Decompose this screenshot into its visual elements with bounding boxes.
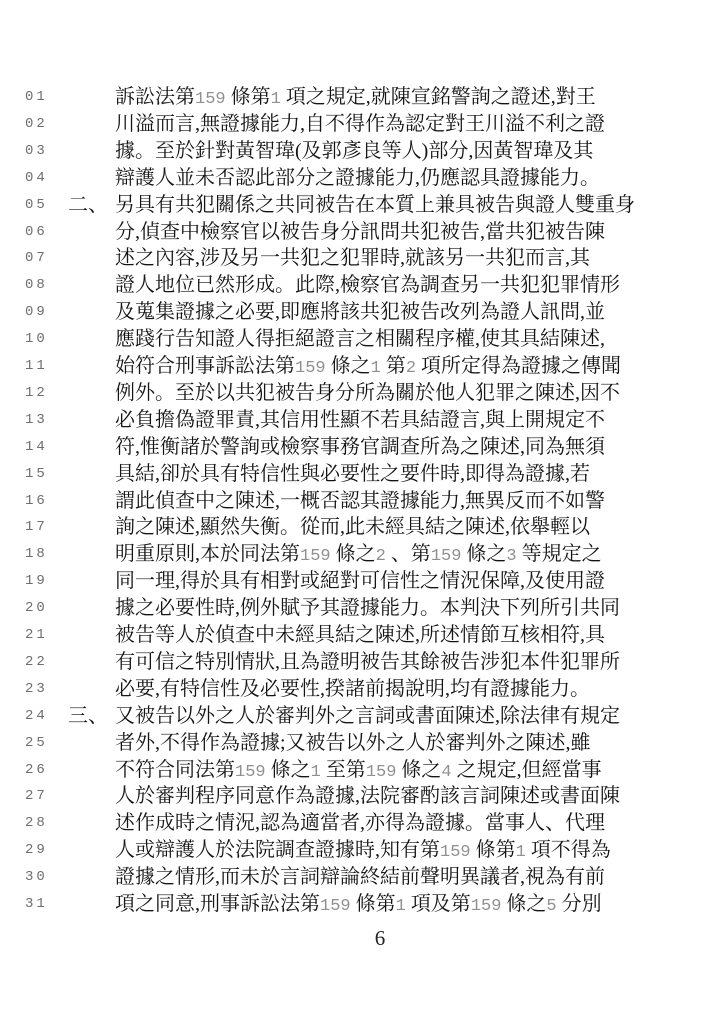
statute-number: 1 xyxy=(395,897,406,916)
statute-number: 1 xyxy=(515,843,526,863)
line-text: 分,偵查中檢察官以被告身分訊問共犯被告,當共犯被告陳 xyxy=(115,220,605,243)
line-text: 述之內容,涉及另一共犯之犯罪時,就該另一共犯而言,其 xyxy=(115,247,590,270)
line-content xyxy=(68,891,602,920)
line-content xyxy=(68,111,605,138)
line-content xyxy=(68,703,620,730)
line-content xyxy=(68,810,605,837)
line-content xyxy=(68,245,590,272)
line-content xyxy=(68,595,620,622)
line-number: 27 xyxy=(25,788,48,805)
text-line xyxy=(0,380,720,407)
line-number: 19 xyxy=(25,573,48,590)
statute-number: 159 xyxy=(430,547,462,567)
line-content xyxy=(68,622,605,649)
line-text: 項之同意,刑事訴訟法第159 條第1 項及第159 條之5 分別 xyxy=(115,893,602,916)
line-text: 例外。至於以共犯被告身分所為關於他人犯罪之陳述,因不 xyxy=(115,381,620,404)
line-text: 川溢而言,無證據能力,自不得作為認定對王川溢不利之證 xyxy=(115,112,605,135)
text-line xyxy=(0,84,720,111)
line-text: 必要,有特信性及必要性,揆諸前揭說明,均有證據能力。 xyxy=(115,677,590,700)
statute-number: 159 xyxy=(235,762,266,782)
line-number: 02 xyxy=(25,115,48,132)
line-text: 及蒐集證據之必要,即應將該共犯被告改列為證人訊問,並 xyxy=(115,301,605,324)
line-text: 據之必要性時,例外賦予其證據能力。本判決下列所引共同 xyxy=(115,597,620,620)
line-number: 20 xyxy=(25,600,48,617)
line-number: 07 xyxy=(25,250,48,267)
line-text: 應踐行告知證人得拒絕證言之相關程序權,使其具結陳述, xyxy=(115,328,605,351)
line-text: 人於審判程序同意作為證據,法院審酌該言詞陳述或書面陳 xyxy=(115,785,620,808)
line-number: 15 xyxy=(25,465,48,482)
text-line xyxy=(0,434,720,461)
text-line xyxy=(0,353,720,380)
line-content xyxy=(68,864,605,891)
text-line xyxy=(0,649,720,676)
text-line xyxy=(0,111,720,138)
statute-number: 159 xyxy=(320,897,351,916)
text-line xyxy=(0,165,720,192)
line-text: 不符合同法第159 條之1 至第159 條之4 之規定,但經當事 xyxy=(115,758,602,782)
line-text: 符,惟衡諸於警詢或檢察事務官調查所為之陳述,同為無須 xyxy=(115,435,605,458)
line-text: 具結,卻於具有特信性與必要性之要件時,即得為證據,若 xyxy=(115,462,590,485)
line-content xyxy=(68,407,605,434)
line-text: 明重原則,本於同法第159 條之2 、第159 條之3 等規定之 xyxy=(115,543,602,567)
text-line xyxy=(0,541,720,568)
line-text: 訴訟法第159 條第1 項之規定,就陳宣銘警詢之證述,對王 xyxy=(115,86,596,109)
line-content xyxy=(68,730,591,757)
text-line xyxy=(0,837,720,864)
line-text: 有可信之特別情狀,且為證明被告其餘被告涉犯本件犯罪所 xyxy=(115,650,620,673)
line-content xyxy=(68,326,605,353)
text-line xyxy=(0,407,720,434)
line-content xyxy=(68,380,620,407)
line-content xyxy=(68,219,605,246)
statute-number: 159 xyxy=(365,762,397,782)
line-text: 據。至於針對黃智瑋(及郭彥良等人)部分,因黃智瑋及其 xyxy=(115,139,594,162)
line-content xyxy=(68,461,590,488)
statute-number: 1 xyxy=(370,359,381,378)
text-line xyxy=(0,622,720,649)
line-number: 31 xyxy=(25,896,48,912)
line-number: 14 xyxy=(25,438,48,455)
text-line xyxy=(0,192,720,219)
line-text: 同一理,得於具有相對或絕對可信性之情況保障,及使用證 xyxy=(115,570,605,593)
text-line xyxy=(0,891,720,918)
line-text: 證人地位已然形成。此際,檢察官為調查另一共犯犯罪情形 xyxy=(115,274,620,297)
line-text: 謂此偵查中之陳述,一概否認其證據能力,無異反而不如警 xyxy=(115,489,605,512)
line-number: 24 xyxy=(25,707,48,724)
list-item-marker: 二、 xyxy=(68,193,108,216)
statute-number: 159 xyxy=(295,359,326,378)
line-text: 被告等人於偵查中未經具結之陳述,所述情節互核相符,具 xyxy=(115,624,605,646)
page-number: 6 xyxy=(374,926,386,950)
line-number: 30 xyxy=(25,869,48,886)
text-line xyxy=(0,299,720,326)
line-text: 述作成時之情況,認為適當者,亦得為證據。當事人、代理 xyxy=(115,812,605,835)
line-number: 17 xyxy=(25,519,48,536)
line-number: 10 xyxy=(25,331,48,348)
line-text: 又被告以外之人於審判外之言詞或書面陳述,除法律有規定 xyxy=(115,704,620,727)
line-content xyxy=(68,837,611,866)
text-line xyxy=(0,245,720,272)
text-line xyxy=(0,272,720,299)
text-line xyxy=(0,864,720,891)
line-text: 辯護人並未否認此部分之證據能力,仍應認具證據能力。 xyxy=(115,166,600,189)
statute-number: 1 xyxy=(270,90,281,109)
line-content xyxy=(68,649,620,676)
line-content xyxy=(68,138,593,165)
line-content xyxy=(68,299,605,326)
line-content xyxy=(68,84,596,113)
line-number: 08 xyxy=(25,277,48,294)
line-content xyxy=(68,676,590,703)
list-item-marker: 三、 xyxy=(68,704,108,727)
text-line xyxy=(0,757,720,784)
text-line xyxy=(0,568,720,595)
statute-number: 5 xyxy=(546,897,557,916)
text-line xyxy=(0,810,720,837)
line-content xyxy=(68,541,602,570)
text-line xyxy=(0,138,720,165)
line-content xyxy=(68,165,600,192)
line-number: 05 xyxy=(25,196,48,213)
line-content xyxy=(68,757,602,786)
line-content xyxy=(68,488,605,515)
line-number: 29 xyxy=(25,842,48,859)
line-content xyxy=(68,514,590,541)
line-number: 28 xyxy=(25,815,48,832)
text-line xyxy=(0,595,720,622)
text-line xyxy=(0,676,720,703)
statute-number: 4 xyxy=(441,762,452,782)
statute-number: 159 xyxy=(470,897,502,916)
line-text: 始符合刑事訴訟法第159 條之1 第2 項所定得為證據之傳聞 xyxy=(115,355,622,378)
line-number: 06 xyxy=(25,223,48,240)
statute-number: 159 xyxy=(440,843,471,863)
text-line xyxy=(0,461,720,488)
line-content xyxy=(68,568,605,595)
text-line xyxy=(0,219,720,246)
text-line xyxy=(0,783,720,810)
line-content xyxy=(68,353,621,382)
line-number: 25 xyxy=(25,734,48,751)
line-number: 11 xyxy=(25,358,48,374)
line-content xyxy=(68,272,620,299)
statute-number: 159 xyxy=(195,90,226,109)
text-line xyxy=(0,514,720,541)
line-text: 另具有共犯關係之共同被告在本質上兼具被告與證人雙重身 xyxy=(115,193,635,216)
line-number: 26 xyxy=(25,761,48,778)
line-text: 人或辯護人於法院調查證據時,知有第159 條第1 項不得為 xyxy=(115,839,611,863)
statute-number: 2 xyxy=(375,547,386,567)
statute-number: 2 xyxy=(405,359,417,378)
line-text: 必負擔偽證罪責,其信用性顯不若具結證言,與上開規定不 xyxy=(115,408,605,431)
line-number: 03 xyxy=(25,142,48,159)
line-number: 12 xyxy=(25,384,48,401)
line-number: 22 xyxy=(25,653,48,670)
text-line xyxy=(0,703,720,730)
text-line xyxy=(0,488,720,515)
line-text: 詢之陳述,顯然失衡。從而,此未經具結之陳述,依舉輕以 xyxy=(115,516,590,539)
statute-number: 3 xyxy=(506,547,517,567)
line-content xyxy=(68,783,620,810)
line-number: 21 xyxy=(25,627,48,643)
line-number: 18 xyxy=(25,546,48,563)
statute-number: 1 xyxy=(310,762,321,782)
line-content xyxy=(68,192,635,219)
line-content xyxy=(68,434,605,461)
line-text: 證據之情形,而未於言詞辯論終結前聲明異議者,視為有前 xyxy=(115,866,605,889)
line-number: 09 xyxy=(25,304,48,321)
line-number: 04 xyxy=(25,169,48,186)
text-line xyxy=(0,326,720,353)
line-number: 16 xyxy=(25,492,48,509)
line-number: 13 xyxy=(25,411,48,428)
line-number: 23 xyxy=(25,680,48,697)
statute-number: 159 xyxy=(300,547,331,567)
line-text: 者外,不得作為證據;又被告以外之人於審判外之陳述,雖 xyxy=(115,731,591,754)
line-number: 01 xyxy=(25,89,48,105)
text-line xyxy=(0,730,720,757)
